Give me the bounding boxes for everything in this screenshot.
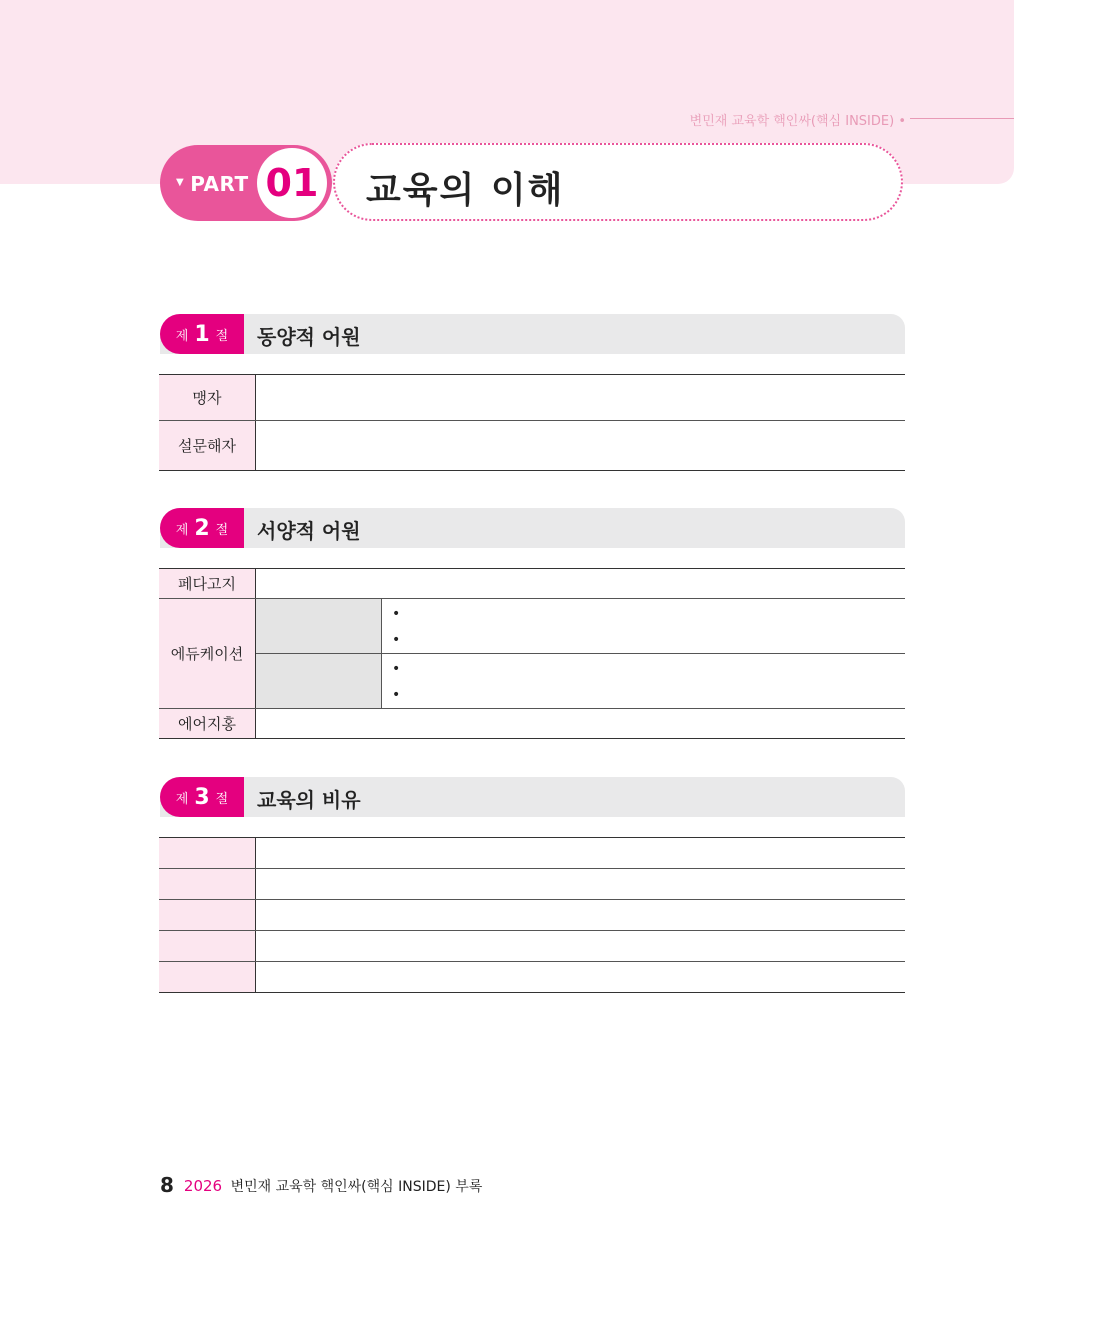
section-prefix: 제 [175, 791, 189, 807]
section-3-header [160, 777, 905, 817]
education-term [256, 654, 382, 708]
bullet-item: • [392, 661, 401, 677]
page-number: 8 [160, 1173, 174, 1197]
table-row [159, 598, 905, 708]
bullet-item: • [392, 687, 401, 703]
part-label-text: PART [190, 172, 249, 196]
bullet-item: • [392, 606, 401, 622]
row-content [256, 569, 905, 598]
row-label: 설문해자 [159, 421, 256, 470]
section-suffix: 절 [215, 328, 229, 344]
section-1-table [159, 374, 905, 471]
bullet-item: • [392, 632, 401, 648]
table-row [159, 838, 905, 868]
row-label: 맹자 [159, 375, 256, 420]
row-content [256, 375, 905, 420]
row-label [159, 900, 256, 930]
running-head: 변민재 교육학 핵인싸(핵심 INSIDE) • [689, 114, 906, 129]
section-number: 1 [194, 321, 210, 347]
row-label [159, 931, 256, 961]
part-label [176, 172, 249, 196]
table-row [159, 708, 905, 738]
page-footer [160, 1172, 482, 1196]
table-row [159, 569, 905, 598]
running-head-rule [910, 118, 1014, 119]
education-subrow [256, 599, 905, 653]
section-2-badge [160, 508, 244, 548]
education-bullets [382, 654, 905, 708]
education-term [256, 599, 382, 653]
footer-year: 2026 [183, 1177, 223, 1195]
section-1-header [160, 314, 905, 354]
part-number: 01 [257, 148, 327, 218]
education-subtable [256, 599, 905, 708]
row-label [159, 962, 256, 992]
section-3-table [159, 837, 905, 993]
triangle-down-icon: ▼ [176, 177, 185, 188]
row-content [256, 900, 905, 930]
row-content [256, 421, 905, 470]
section-prefix: 제 [175, 328, 189, 344]
row-content [256, 962, 905, 992]
table-row [159, 375, 905, 420]
education-bullets [382, 599, 905, 653]
row-content [256, 709, 905, 738]
section-2-title: 서양적 어원 [257, 519, 361, 543]
section-number: 2 [194, 515, 210, 541]
row-label [159, 838, 256, 868]
section-1-title: 동양적 어원 [257, 325, 361, 349]
row-content [256, 869, 905, 899]
row-label: 에듀케이션 [159, 599, 256, 708]
footer-book-title: 변민재 교육학 핵인싸(핵심 INSIDE) 부록 [230, 1179, 483, 1195]
section-3-title: 교육의 비유 [257, 788, 361, 812]
row-label: 페다고지 [159, 569, 256, 598]
education-subrow [256, 653, 905, 708]
section-number: 3 [194, 784, 210, 810]
section-2-table [159, 568, 905, 739]
section-suffix: 절 [215, 522, 229, 538]
table-row [159, 930, 905, 961]
section-3-badge [160, 777, 244, 817]
row-content [256, 931, 905, 961]
part-title: 교육의 이해 [366, 170, 565, 211]
row-label [159, 869, 256, 899]
row-label: 에어지홍 [159, 709, 256, 738]
row-content [256, 838, 905, 868]
section-suffix: 절 [215, 791, 229, 807]
table-row [159, 899, 905, 930]
table-row [159, 961, 905, 992]
section-1-badge [160, 314, 244, 354]
table-row [159, 420, 905, 470]
section-2-header [160, 508, 905, 548]
table-row [159, 868, 905, 899]
section-prefix: 제 [175, 522, 189, 538]
